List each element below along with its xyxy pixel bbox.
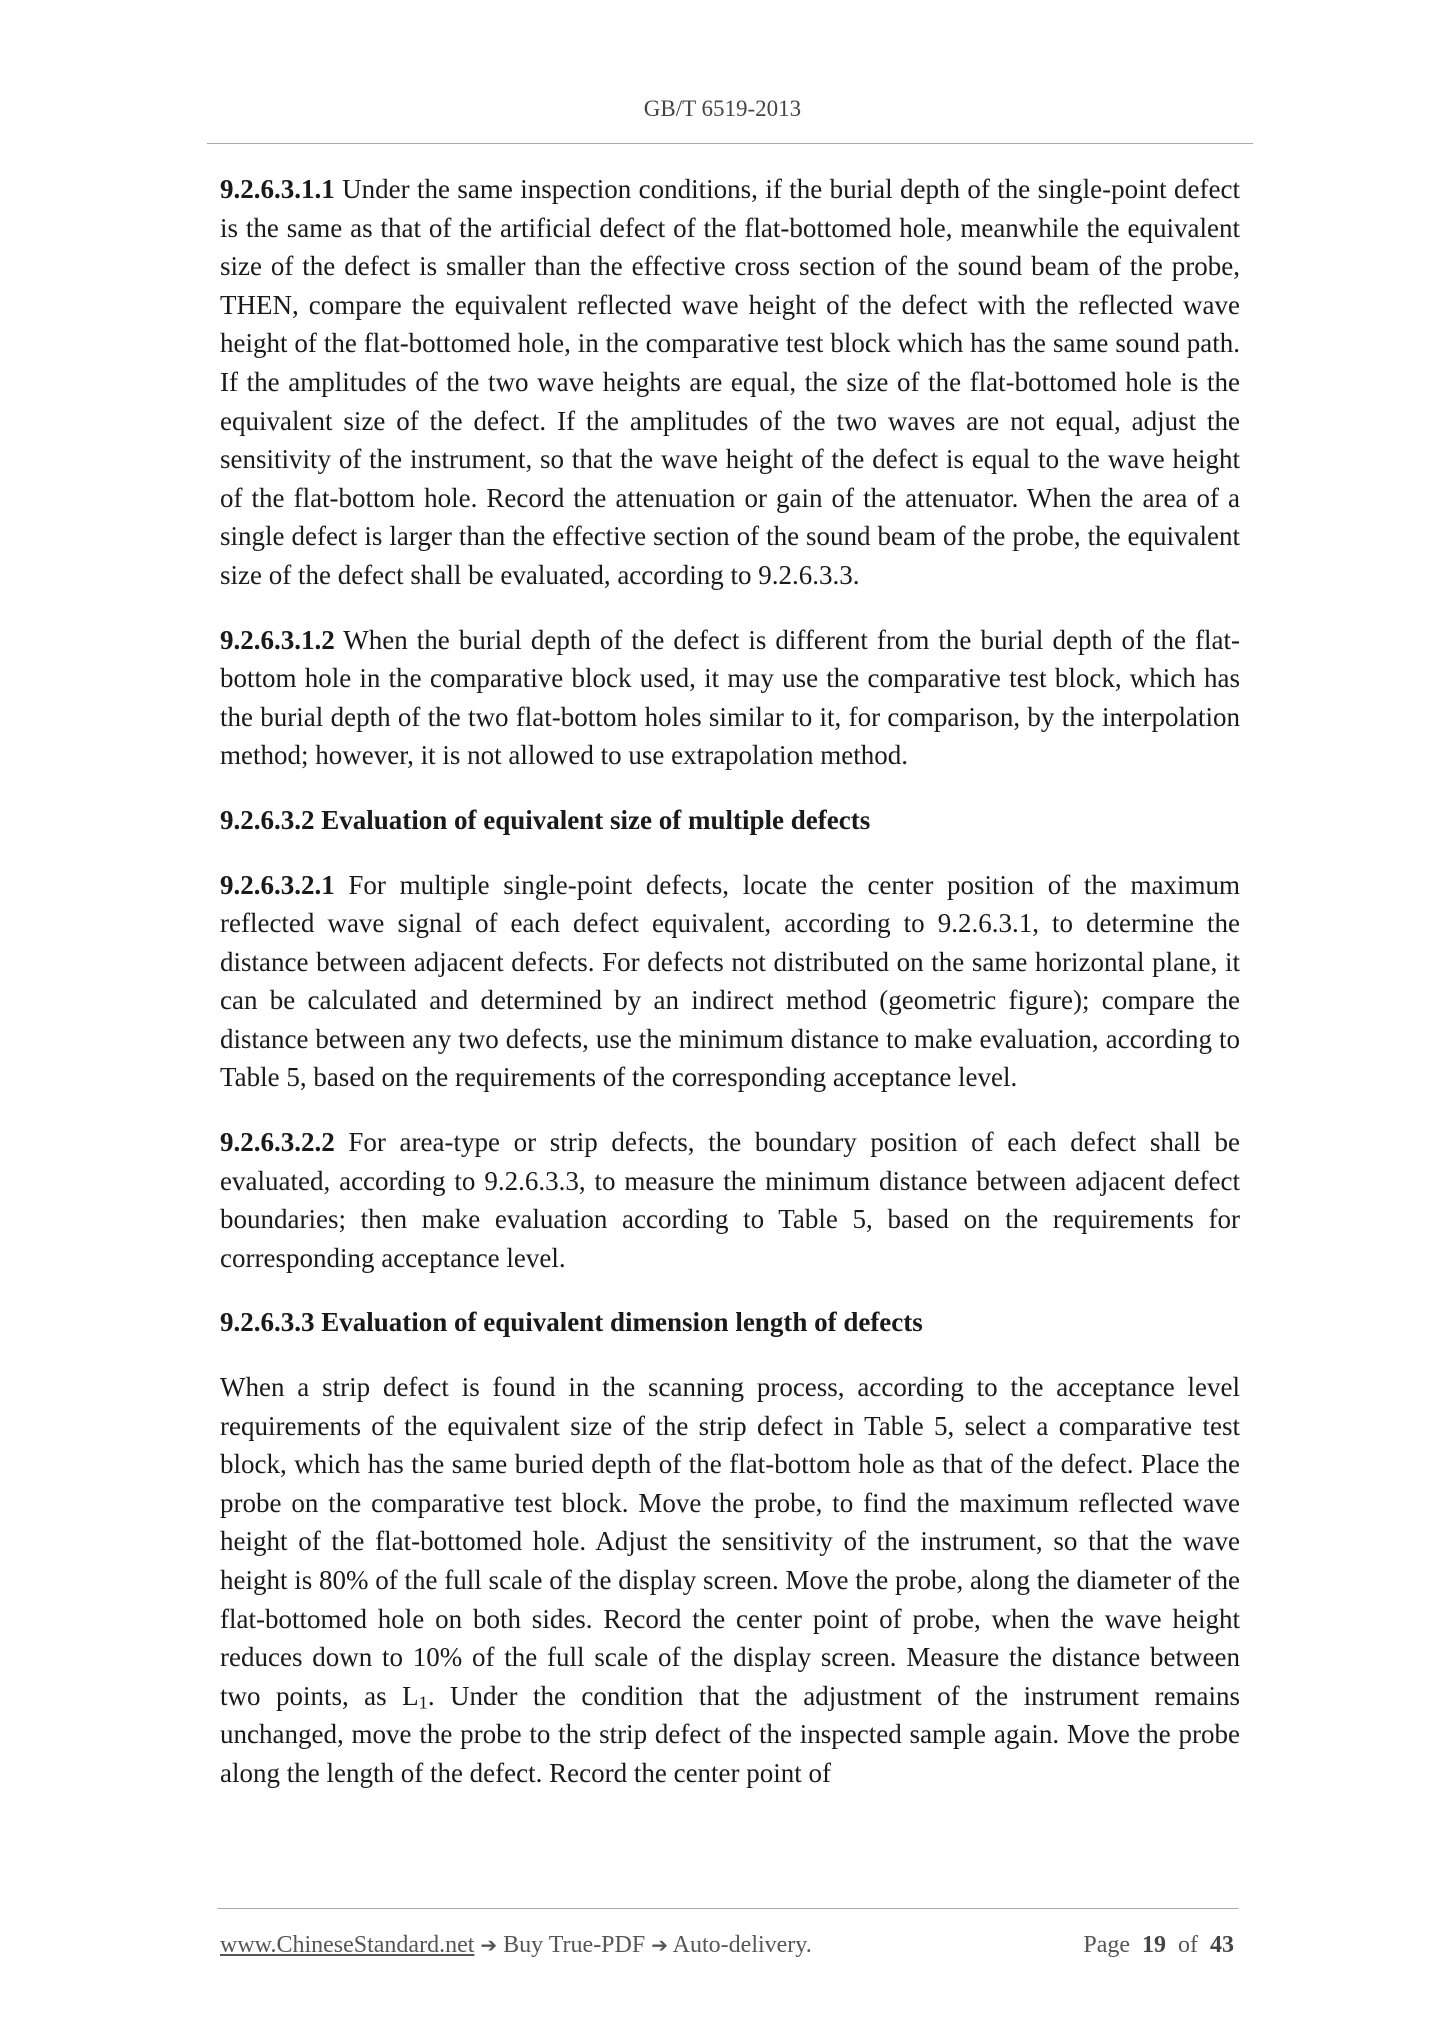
clause-9-2-6-3-1-2 xyxy=(220,621,1240,775)
clause-9-2-6-3-2-2 xyxy=(220,1123,1240,1277)
arrow-right-icon: ➔ xyxy=(651,1933,668,1957)
clause-text: For area-type or strip defects, the boundary position of each defect shall be evaluated, according to 9.2.6.3.3, to measure the minimum distance between adjacent defect boundaries; then make evaluation according to Table 5, based on the requirements for corresponding acceptance level. xyxy=(220,1127,1240,1273)
clause-number: 9.2.6.3.1.2 xyxy=(220,624,335,655)
footer-divider xyxy=(218,1908,1238,1909)
buy-pdf-text: Buy True-PDF xyxy=(503,1932,646,1958)
page-total: 43 xyxy=(1210,1932,1234,1958)
clause-number: 9.2.6.3.2.2 xyxy=(220,1127,335,1158)
page-current: 19 xyxy=(1142,1932,1166,1958)
clause-9-2-6-3-2-1 xyxy=(220,866,1240,1098)
clause-text: For multiple single-point defects, locate the center position of the maximum reflected wave signal of each defect equivalent, according to 9.2.6.3.1, to determine the distance between adjacent defects. For defects not distributed on the same horizontal plane, it can be calculated and determined by an indirect method (geometric figure); compare the distance between any two defects, use the minimum distance to make evaluation, according to Table 5, based on the requirements of the corresponding acceptance level. xyxy=(220,869,1240,1093)
clause-number: 9.2.6.3.2.1 xyxy=(220,869,335,900)
heading-9-2-6-3-3: 9.2.6.3.3 Evaluation of equivalent dimension length of defects xyxy=(220,1307,923,1338)
subscript: 1 xyxy=(418,1692,428,1713)
page-header: GB/T 6519-2013 xyxy=(643,96,802,121)
heading-9-2-6-3-2: 9.2.6.3.2 Evaluation of equivalent size of multiple defects xyxy=(220,804,871,835)
header-divider xyxy=(207,143,1253,144)
clause-text: When the burial depth of the defect is different from the burial depth of the flat-bottom hole in the comparative block used, it may use the comparative test block, which has the burial depth of the two flat-bottom holes similar to it, for comparison, by the interpolation method; however, it is not allowed to use extrapolation method. xyxy=(220,624,1240,771)
page-indicator xyxy=(1083,1932,1234,1959)
delivery-text: Auto-delivery. xyxy=(672,1932,812,1958)
clause-text: When a strip defect is found in the scanning process, according to the acceptance level requirements of the equivalent size of the strip defect in Table 5, select a comparative test block, which has the same buried depth of the flat-bottom hole as that of the defect. Place the probe on the comparative test block. Move the probe, to find the maximum reflected wave height of the flat-bottomed hole. Adjust the sensitivity of the instrument, so that the wave height is 80% of the full scale of the display screen. Move the probe, along the diameter of the flat-bottomed hole on both sides. Record the center point of probe, when the wave height reduces down to 10% of the full scale of the display screen. Measure the distance between two points, as L xyxy=(220,1372,1240,1711)
arrow-right-icon: ➔ xyxy=(480,1933,498,1957)
clause-number: 9.2.6.3.1.1 xyxy=(220,174,335,204)
page-of: of xyxy=(1178,1932,1198,1958)
clause-text-continued: . Under the condition that the adjustment of the instrument remains unchanged, move the probe to the strip defect of the inspected sample again. Move the probe along the length of the defect. Record the center point of xyxy=(220,1680,1240,1788)
page-label: Page xyxy=(1083,1932,1130,1958)
clause-9-2-6-3-3-body xyxy=(220,1368,1240,1793)
page-footer xyxy=(220,1932,1234,1959)
document-body xyxy=(220,170,1240,1819)
clause-text: Under the same inspection conditions, if the burial depth of the single-point defect is the same as that of the artificial defect of the flat-bottomed hole, meanwhile the equivalent size of the defect is smaller than the effective cross section of the sound beam of the probe, THEN, compare the equivalent reflected wave height of the defect with the reflected wave height of the flat-bottomed hole, in the comparative test block which has the same sound path. If the amplitudes of the two wave heights are equal, the size of the flat-bottomed hole is the equivalent size of the defect. If the amplitudes of the two waves are not equal, adjust the sensitivity of the instrument, so that the wave height of the defect is equal to the wave height of the flat-bottom hole. Record the attenuation or gain of the attenuator. When the area of a single defect is larger than the effective section of the sound beam of the probe, the equivalent size of the defect shall be evaluated, according to 9.2.6.3.3. xyxy=(220,174,1240,590)
site-link[interactable]: www.ChineseStandard.net xyxy=(220,1932,475,1958)
clause-9-2-6-3-1-1 xyxy=(220,170,1240,595)
